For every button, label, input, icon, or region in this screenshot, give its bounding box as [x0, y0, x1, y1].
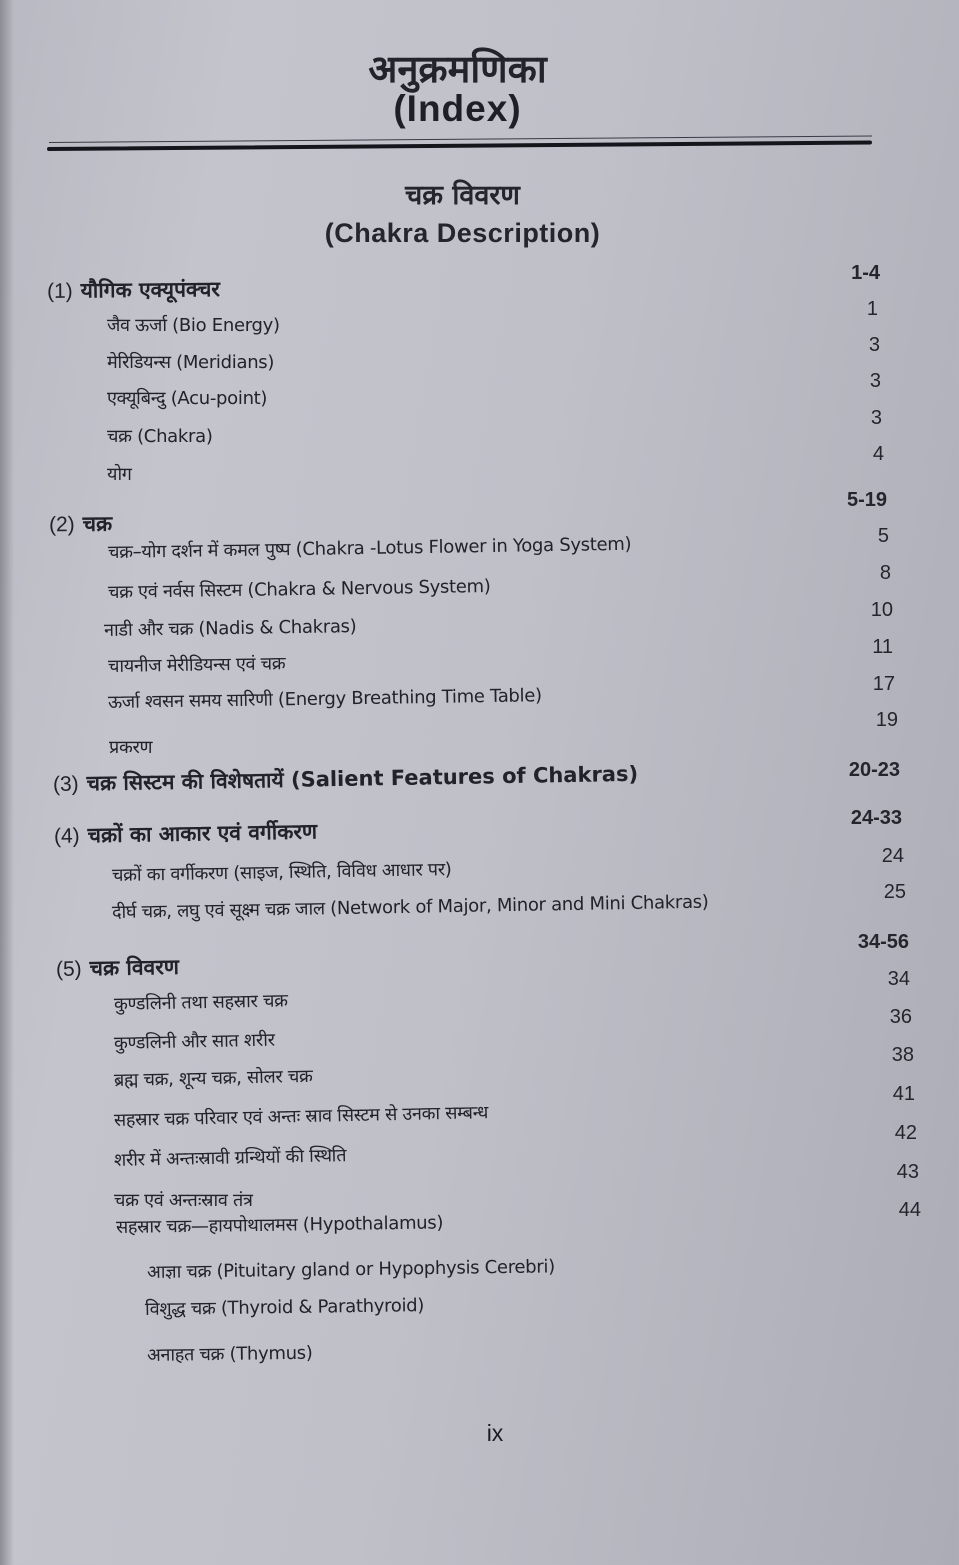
- page-number: 5: [877, 525, 889, 547]
- page-number: 42: [894, 1122, 917, 1144]
- index-entry: सहस्रार चक्र—हायपोथालमस (Hypothalamus): [115, 1212, 444, 1238]
- index-heading-2: [49, 510, 112, 539]
- index-entry: जैव ऊर्जा (Bio Energy): [107, 315, 280, 336]
- page-number: 8: [879, 562, 891, 584]
- page-range: 20-23: [848, 759, 900, 781]
- index-heading-4: [54, 817, 318, 850]
- page-number: 11: [872, 636, 893, 658]
- heading-label: चक्र विवरण: [89, 954, 180, 981]
- page-number: 41: [892, 1083, 915, 1105]
- index-entry: ब्रह्म चक्र, शून्य चक्र, सोलर चक्र: [113, 1065, 313, 1091]
- index-entry: चक्र एवं अन्तःस्राव तंत्र: [114, 1190, 253, 1211]
- heading-label: यौगिक एक्यूपंक्चर: [80, 277, 221, 303]
- heading-label: चक्रों का आकार एवं वर्गीकरण: [87, 819, 318, 848]
- page-number: 44: [898, 1199, 921, 1221]
- index-entry: चक्र (Chakra): [107, 426, 213, 447]
- heading-number: (3): [52, 772, 79, 796]
- index-entry: योग: [107, 464, 132, 485]
- page-number: 38: [891, 1044, 914, 1066]
- heading-number: (2): [48, 513, 75, 537]
- index-entry: सहस्रार चक्र परिवार एवं अन्तः स्राव सिस्टम से उनका सम्बन्ध: [113, 1102, 489, 1131]
- page-range: 1-4: [851, 262, 880, 284]
- page-number: 43: [896, 1161, 919, 1183]
- page-title-english: (Index): [393, 88, 522, 129]
- index-entry: चक्र एवं नर्वस सिस्टम (Chakra & Nervous System): [107, 575, 491, 603]
- index-entry: ऊर्जा श्वसन समय सारिणी (Energy Breathing Time Table): [107, 685, 542, 713]
- page-number-footer: ix: [486, 1420, 504, 1446]
- index-entry: आज्ञा चक्र (Pituitary gland or Hypophysis Cerebri): [146, 1256, 556, 1283]
- page-number: 17: [872, 673, 895, 695]
- page-number: 3: [869, 370, 881, 392]
- index-entry: प्रकरण: [109, 737, 153, 758]
- page-number: 19: [875, 709, 898, 731]
- index-entry: विशुद्ध चक्र (Thyroid & Parathyroid): [144, 1295, 425, 1320]
- page-number: 36: [889, 1006, 912, 1028]
- page-title-hindi: अनुक्रमणिका: [368, 47, 547, 91]
- page-number: 1: [866, 298, 878, 320]
- page-number: 3: [870, 407, 882, 429]
- page-number: 10: [870, 599, 893, 621]
- index-heading-3: [53, 760, 639, 798]
- section-title-hindi: चक्र विवरण: [405, 180, 520, 211]
- page-range: 34-56: [857, 931, 909, 953]
- heading-label: चक्र: [82, 511, 113, 536]
- page-number: 34: [887, 968, 910, 990]
- index-entry: अनाहत चक्र (Thymus): [146, 1342, 313, 1366]
- index-entry: नाडी और चक्र (Nadis & Chakras): [103, 616, 357, 641]
- index-heading-5: [56, 953, 179, 983]
- index-entry: दीर्घ चक्र, लघु एवं सूक्ष्म चक्र जाल (Network of Major, Minor and Mini Chakras): [111, 891, 709, 923]
- index-entry: एक्यूबिन्दु (Acu-point): [107, 388, 268, 409]
- page-number: 3: [868, 334, 880, 356]
- page-range: 24-33: [850, 807, 902, 829]
- index-entry: कुण्डलिनी तथा सहस्रार चक्र: [113, 990, 288, 1015]
- index-entry: मेरिडियन्स (Meridians): [107, 352, 275, 373]
- page-number: 4: [872, 443, 884, 465]
- index-entry: चक्रों का वर्गीकरण (साइज, स्थिति, विविध आधार पर): [111, 859, 452, 886]
- heading-label: चक्र सिस्टम की विशेषतायें (Salient Features of Chakras): [86, 761, 639, 796]
- section-title-english: (Chakra Description): [324, 218, 601, 248]
- heading-number: (4): [53, 824, 80, 848]
- page-number: 24: [881, 845, 904, 867]
- index-heading-1: [47, 275, 220, 305]
- page-number: 25: [883, 881, 906, 903]
- page-range: 5-19: [846, 489, 887, 511]
- heading-number: (1): [46, 279, 73, 303]
- index-entry: चक्र–योग दर्शन में कमल पुष्प (Chakra -Lotus Flower in Yoga System): [107, 533, 632, 563]
- index-entry: शरीर में अन्तःस्रावी ग्रन्थियों की स्थिति: [113, 1145, 347, 1171]
- index-entry: चायनीज मेरीडियन्स एवं चक्र: [107, 653, 286, 677]
- heading-number: (5): [55, 957, 82, 981]
- index-entry: कुण्डलिनी और सात शरीर: [113, 1029, 275, 1054]
- title-divider: [47, 141, 872, 151]
